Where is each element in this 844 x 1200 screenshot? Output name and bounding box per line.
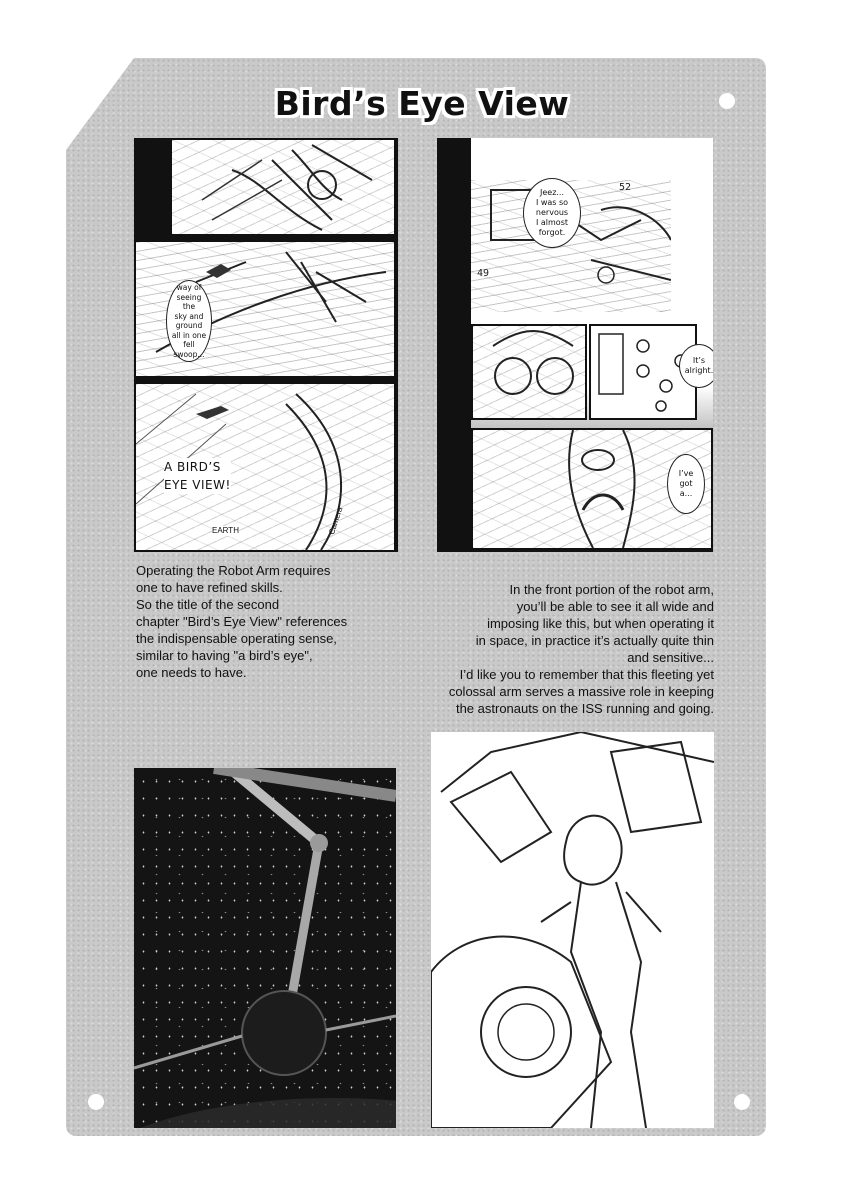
note-right: In the front portion of the robot arm, you’ll be able to see it all wide and imposing like this, but when operating it in space, in practice it’s actually quite thin and sensitive... I’d like you to remember that this fleeting yet colossal arm serves a massive role in keeping the astronauts on the ISS running and going. (448, 582, 714, 716)
comic-right-column (437, 138, 713, 552)
illustration-pilot-girl (431, 732, 714, 1128)
right-black-strip (437, 138, 471, 552)
punch-hole-bottom-left (88, 1094, 104, 1110)
punch-hole-bottom-right (734, 1094, 750, 1110)
speech-bubble-got: I’ve got a... (667, 454, 705, 514)
panel-goggles (471, 324, 587, 420)
page-title: Bird’s Eye View (274, 84, 570, 123)
speech-bubble-swoop: way of seeing the sky and ground all in one fell swoop... (166, 280, 212, 362)
label-camera: Camera (327, 505, 345, 536)
number-52: 52 (619, 182, 632, 193)
goggles-sketch (473, 326, 585, 418)
caption-birds-eye-view: A BIRD’S EYE VIEW! (164, 460, 231, 492)
note-left: Operating the Robot Arm requires one to have refined skills. So the title of the second chapter "Bird’s Eye View" references the indispensable operating sense, similar to having "a bird’s eye", one needs to have. (136, 563, 348, 680)
comic-left-column (134, 138, 398, 552)
panel-robot-pilot (172, 140, 394, 234)
pilot-girl-lineart (431, 732, 714, 1128)
speech-bubble-jeez: Jeez... I was so nervous I almost forgot. (523, 178, 581, 248)
robot-sketch (172, 140, 394, 234)
speech-bubble-alright: It’s alright. (679, 344, 713, 388)
label-earth: EARTH (212, 526, 239, 535)
robot-arm-illustration (134, 768, 396, 1128)
photo-robot-arm-space (134, 768, 396, 1128)
number-49: 49 (477, 268, 490, 279)
